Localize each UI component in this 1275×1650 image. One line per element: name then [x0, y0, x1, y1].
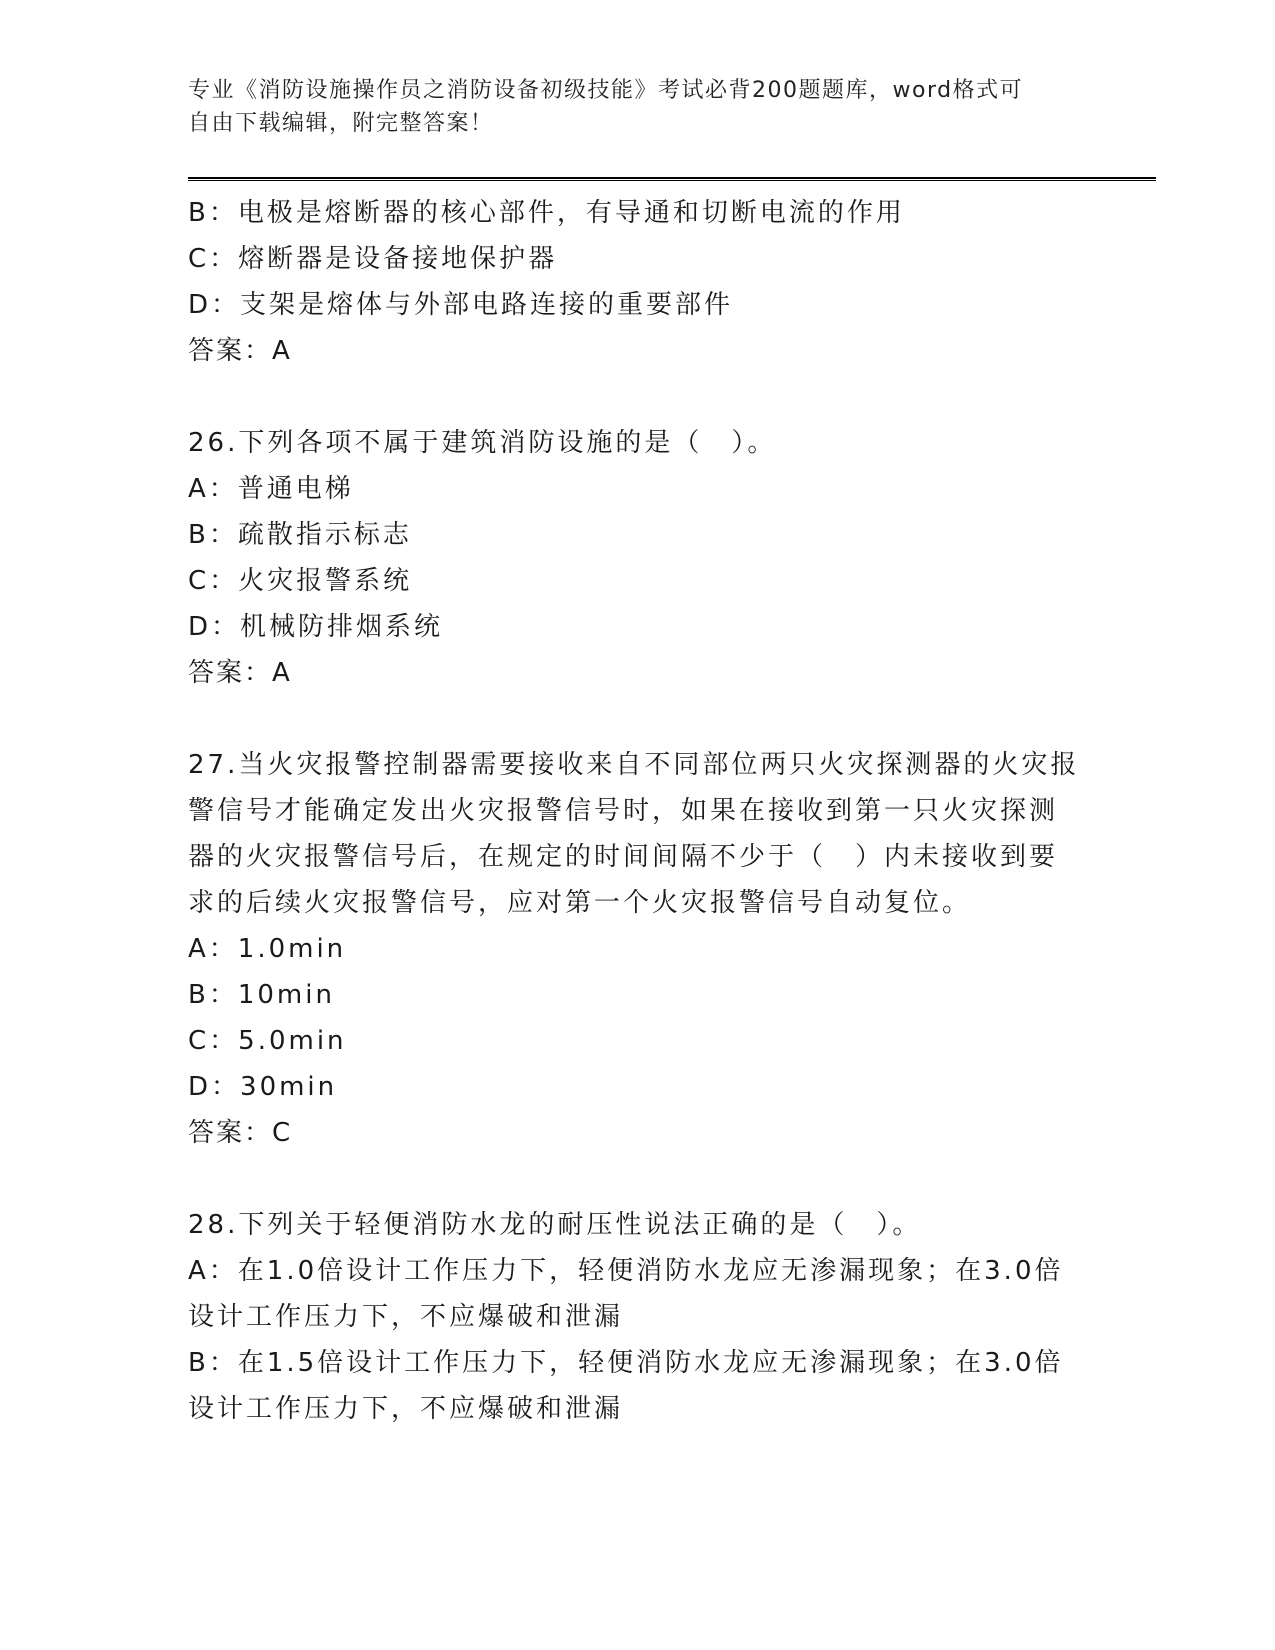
question-stem: 26.下列各项不属于建筑消防设施的是（ ）。 [188, 428, 777, 458]
option-d: D：支架是熔体与外部电路连接的重要部件 [188, 290, 734, 320]
option-a: A：普通电梯 [188, 474, 354, 504]
option-b: B：疏散指示标志 [188, 520, 412, 550]
option-b-line: 设计工作压力下，不应爆破和泄漏 [188, 1394, 624, 1424]
question-25-tail [188, 190, 1088, 374]
spacer [188, 696, 1088, 742]
option-a-line: A：在1.0倍设计工作压力下，轻便消防水龙应无渗漏现象；在3.0倍 [188, 1256, 1064, 1286]
option-d: D：30min [188, 1072, 338, 1102]
option-d: D：机械防排烟系统 [188, 612, 444, 642]
answer: 答案：C [188, 1118, 293, 1148]
option-a-line: 设计工作压力下，不应爆破和泄漏 [188, 1302, 624, 1332]
header-line-1: 专业《消防设施操作员之消防设备初级技能》考试必背200题题库，word格式可 [188, 78, 1024, 103]
option-b: B：10min [188, 980, 335, 1010]
spacer [188, 1156, 1088, 1202]
question-stem-line: 警信号才能确定发出火灾报警信号时，如果在接收到第一只火灾探测 [188, 796, 1059, 826]
option-c: C：火灾报警系统 [188, 566, 413, 596]
option-c: C：5.0min [188, 1026, 347, 1056]
option-b: B：电极是熔断器的核心部件，有导通和切断电流的作用 [188, 198, 905, 228]
question-26 [188, 420, 1088, 696]
answer: 答案：A [188, 336, 292, 366]
question-27 [188, 742, 1088, 1156]
question-28 [188, 1202, 1088, 1432]
document-body [188, 190, 1088, 1432]
option-c: C：熔断器是设备接地保护器 [188, 244, 558, 274]
spacer [188, 374, 1088, 420]
header-line-2: 自由下载编辑，附完整答案！ [188, 111, 494, 136]
answer: 答案：A [188, 658, 292, 688]
question-stem-line: 器的火灾报警信号后，在规定的时间间隔不少于（ ）内未接收到要 [188, 842, 1059, 872]
header-divider [188, 177, 1156, 181]
option-b-line: B：在1.5倍设计工作压力下，轻便消防水龙应无渗漏现象；在3.0倍 [188, 1348, 1064, 1378]
page-header [188, 74, 1088, 140]
question-stem-line: 27.当火灾报警控制器需要接收来自不同部位两只火灾探测器的火灾报 [188, 750, 1080, 780]
question-stem-line: 求的后续火灾报警信号，应对第一个火灾报警信号自动复位。 [188, 888, 972, 918]
question-stem: 28.下列关于轻便消防水龙的耐压性说法正确的是（ ）。 [188, 1210, 922, 1240]
option-a: A：1.0min [188, 934, 347, 964]
